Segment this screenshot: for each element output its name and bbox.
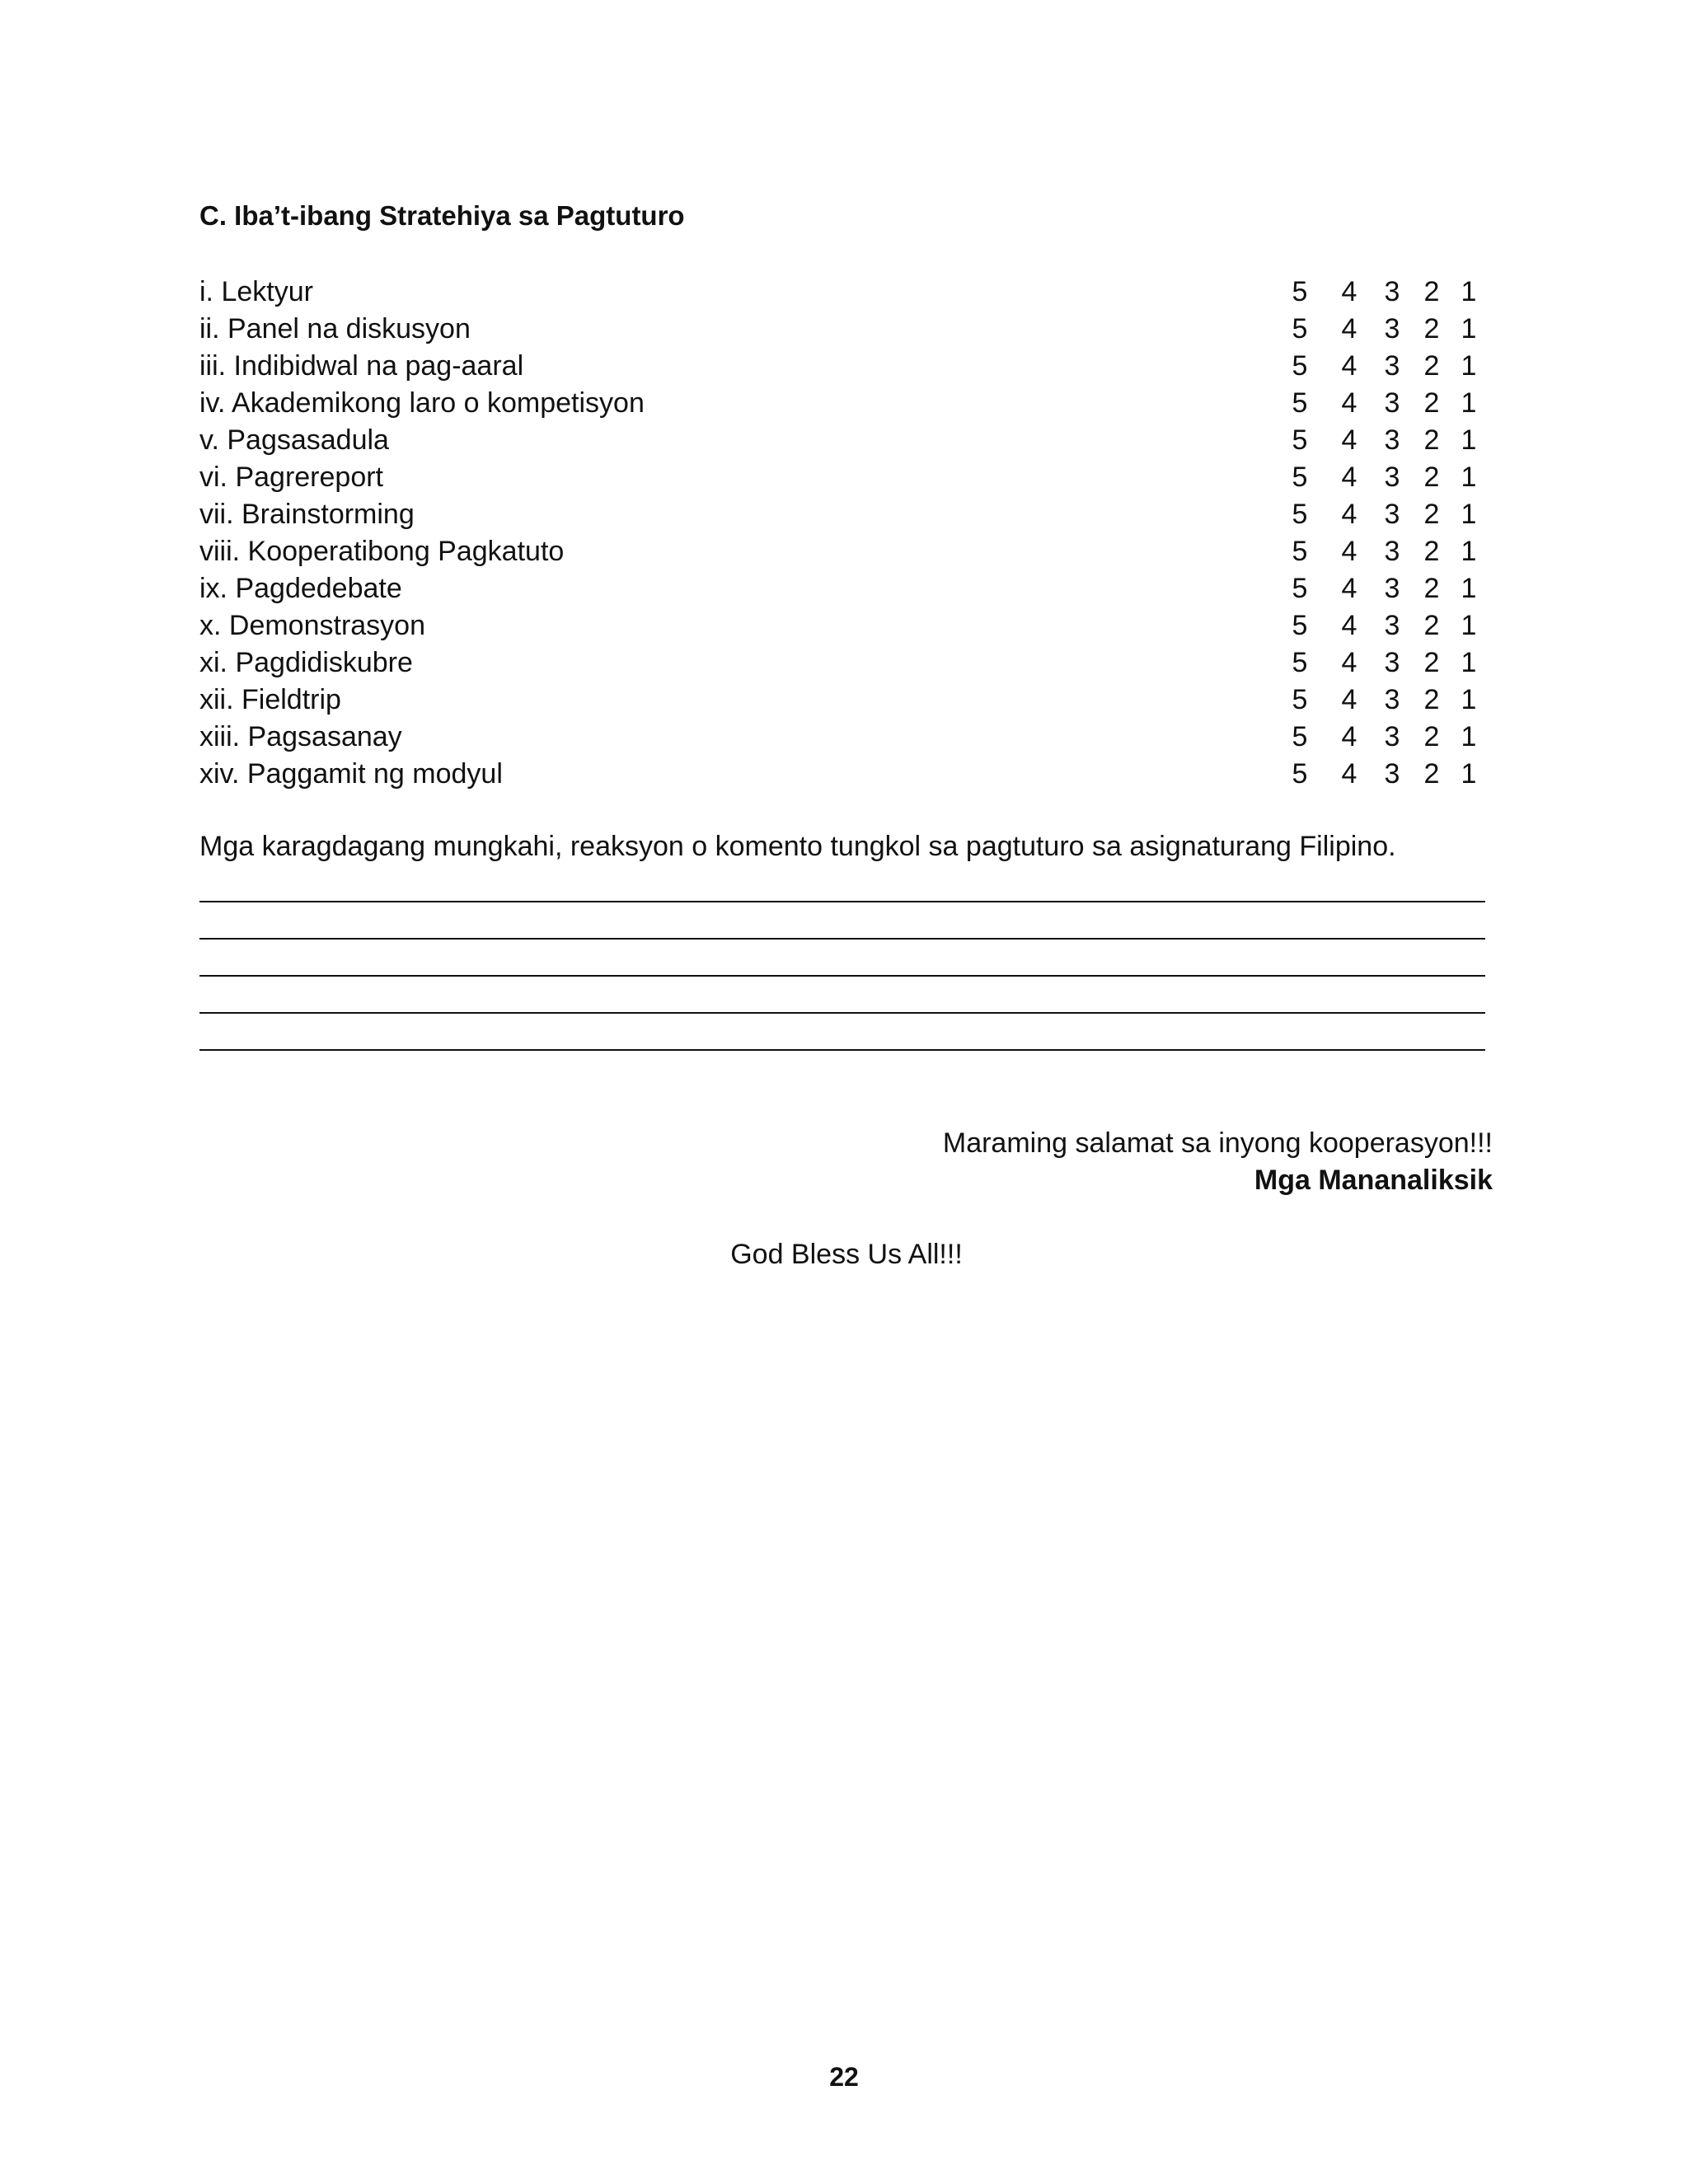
page-number: 22 [829,2062,859,2092]
strategy-item [199,756,1485,793]
strategy-item-label: vi. Pagrereport [199,462,383,493]
rating-option-1[interactable]: 1 [1461,462,1477,493]
rating-scale [199,274,1485,311]
rating-option-5[interactable]: 5 [1292,536,1308,567]
rating-option-4[interactable]: 4 [1341,573,1357,604]
rating-option-4[interactable]: 4 [1341,758,1357,790]
strategy-item-label: ii. Panel na diskusyon [199,313,471,344]
strategy-item-label: i. Lektyur [199,276,313,307]
strategy-item-label: v. Pagsasadula [199,424,389,456]
rating-scale [199,756,1485,793]
rating-option-3[interactable]: 3 [1384,573,1400,604]
rating-option-4[interactable]: 4 [1341,462,1357,493]
rating-option-2[interactable]: 2 [1423,350,1440,382]
rating-option-4[interactable]: 4 [1341,313,1357,344]
strategy-item [199,274,1485,311]
strategy-item [199,533,1485,570]
rating-option-2[interactable]: 2 [1423,573,1440,604]
rating-option-3[interactable]: 3 [1384,684,1400,715]
rating-option-1[interactable]: 1 [1461,536,1477,567]
rating-option-1[interactable]: 1 [1461,684,1477,715]
strategy-item [199,496,1485,533]
rating-option-4[interactable]: 4 [1341,647,1357,678]
rating-option-4[interactable]: 4 [1341,350,1357,382]
rating-option-3[interactable]: 3 [1384,462,1400,493]
rating-option-5[interactable]: 5 [1292,499,1308,530]
rating-option-5[interactable]: 5 [1292,647,1308,678]
rating-scale [199,682,1485,719]
rating-option-5[interactable]: 5 [1292,276,1308,307]
rating-scale [199,422,1485,459]
rating-option-5[interactable]: 5 [1292,387,1308,419]
rating-option-3[interactable]: 3 [1384,387,1400,419]
strategy-item [199,459,1485,496]
comment-blank-line[interactable] [199,977,1485,1014]
rating-scale [199,570,1485,607]
rating-option-5[interactable]: 5 [1292,313,1308,344]
rating-option-5[interactable]: 5 [1292,758,1308,790]
strategy-item-label: ix. Pagdedebate [199,573,402,604]
rating-option-1[interactable]: 1 [1461,499,1477,530]
rating-scale [199,496,1485,533]
rating-scale [199,385,1485,422]
rating-option-2[interactable]: 2 [1423,536,1440,567]
comment-blank-line[interactable] [199,940,1485,977]
strategy-item-label: iii. Indibidwal na pag-aaral [199,350,524,382]
rating-option-4[interactable]: 4 [1341,276,1357,307]
rating-option-4[interactable]: 4 [1341,684,1357,715]
rating-option-5[interactable]: 5 [1292,721,1308,752]
strategy-item [199,719,1485,756]
strategy-item-label: iv. Akademikong laro o kompetisyon [199,387,645,419]
strategy-item-label: x. Demonstrasyon [199,610,425,641]
strategy-item [199,644,1485,682]
rating-option-1[interactable]: 1 [1461,758,1477,790]
rating-option-1[interactable]: 1 [1461,721,1477,752]
strategy-item-label: viii. Kooperatibong Pagkatuto [199,536,565,567]
rating-option-3[interactable]: 3 [1384,721,1400,752]
rating-option-2[interactable]: 2 [1423,647,1440,678]
strategy-item-label: vii. Brainstorming [199,499,415,530]
strategy-item-label: xiii. Pagsasanay [199,721,402,752]
rating-option-1[interactable]: 1 [1461,610,1477,641]
rating-option-2[interactable]: 2 [1423,313,1440,344]
rating-option-2[interactable]: 2 [1423,684,1440,715]
rating-option-2[interactable]: 2 [1423,424,1440,456]
rating-option-3[interactable]: 3 [1384,276,1400,307]
strategy-item [199,348,1485,385]
strategy-rating-list [199,274,1485,793]
rating-option-3[interactable]: 3 [1384,499,1400,530]
rating-option-5[interactable]: 5 [1292,350,1308,382]
rating-option-1[interactable]: 1 [1461,573,1477,604]
rating-option-3[interactable]: 3 [1384,610,1400,641]
rating-option-1[interactable]: 1 [1461,647,1477,678]
strategy-item [199,570,1485,607]
strategy-item [199,682,1485,719]
rating-option-3[interactable]: 3 [1384,350,1400,382]
rating-scale [199,459,1485,496]
rating-option-2[interactable]: 2 [1423,758,1440,790]
rating-option-2[interactable]: 2 [1423,721,1440,752]
comment-blank-line[interactable] [199,865,1485,902]
rating-option-1[interactable]: 1 [1461,387,1477,419]
comment-blank-line[interactable] [199,1014,1485,1051]
rating-option-4[interactable]: 4 [1341,610,1357,641]
rating-option-4[interactable]: 4 [1341,536,1357,567]
rating-option-3[interactable]: 3 [1384,313,1400,344]
rating-scale [199,348,1485,385]
comment-blank-line[interactable] [199,902,1485,940]
rating-option-5[interactable]: 5 [1292,462,1308,493]
rating-option-3[interactable]: 3 [1384,758,1400,790]
rating-option-5[interactable]: 5 [1292,424,1308,456]
strategy-item [199,422,1485,459]
rating-scale [199,311,1485,348]
authors-signature: Mga Mananaliksik [1254,1165,1493,1196]
rating-option-1[interactable]: 1 [1461,276,1477,307]
rating-scale [199,644,1485,682]
rating-option-2[interactable]: 2 [1423,610,1440,641]
rating-scale [199,607,1485,644]
rating-option-2[interactable]: 2 [1423,387,1440,419]
rating-option-5[interactable]: 5 [1292,573,1308,604]
strategy-item [199,385,1485,422]
blessing-message: God Bless Us All!!! [730,1239,963,1270]
rating-option-2[interactable]: 2 [1423,499,1440,530]
rating-option-1[interactable]: 1 [1461,424,1477,456]
rating-option-4[interactable]: 4 [1341,424,1357,456]
rating-option-2[interactable]: 2 [1423,462,1440,493]
rating-scale [199,719,1485,756]
thanks-message: Maraming salamat sa inyong kooperasyon!!! [942,1127,1493,1159]
rating-option-1[interactable]: 1 [1461,313,1477,344]
rating-option-3[interactable]: 3 [1384,424,1400,456]
rating-option-2[interactable]: 2 [1423,276,1440,307]
rating-option-1[interactable]: 1 [1461,350,1477,382]
rating-option-4[interactable]: 4 [1341,499,1357,530]
strategy-item [199,311,1485,348]
rating-option-3[interactable]: 3 [1384,647,1400,678]
strategy-item-label: xiv. Paggamit ng modyul [199,758,503,790]
rating-option-3[interactable]: 3 [1384,536,1400,567]
rating-scale [199,533,1485,570]
comment-prompt: Mga karagdagang mungkahi, reaksyon o komento tungkol sa pagtuturo sa asignaturang Filipino. [199,831,1396,862]
strategy-item-label: xi. Pagdidiskubre [199,647,413,678]
strategy-item-label: xii. Fieldtrip [199,684,341,715]
rating-option-4[interactable]: 4 [1341,721,1357,752]
comment-blank-lines [199,865,1485,1051]
strategy-item [199,607,1485,644]
rating-option-5[interactable]: 5 [1292,610,1308,641]
rating-option-5[interactable]: 5 [1292,684,1308,715]
rating-option-4[interactable]: 4 [1341,387,1357,419]
section-title: C. Iba’t-ibang Stratehiya sa Pagtuturo [199,200,685,231]
